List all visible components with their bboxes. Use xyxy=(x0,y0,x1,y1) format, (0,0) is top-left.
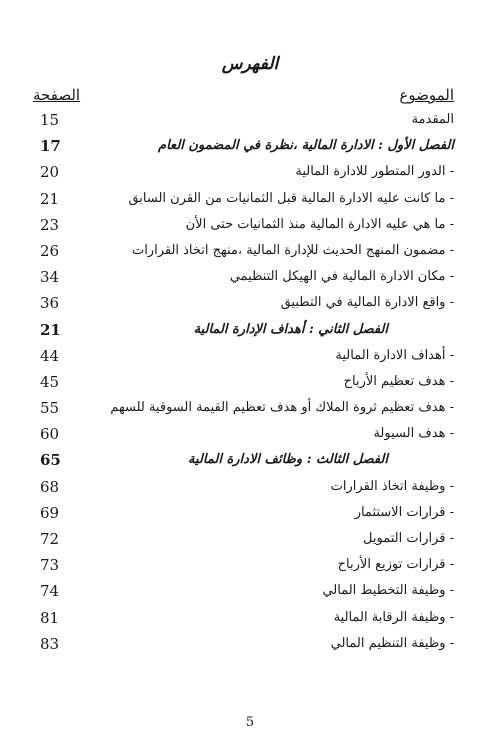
toc-entry-row[interactable] xyxy=(0,268,500,294)
toc-entry-row[interactable] xyxy=(0,425,500,451)
toc-entry-row[interactable] xyxy=(0,111,500,137)
toc-entry-title: - هدف السيولة xyxy=(373,426,454,442)
toc-page-number: 36 xyxy=(40,294,60,313)
toc-entry-row[interactable] xyxy=(0,163,500,189)
toc-chapter-title: الفصل الثالث : وظائف الادارة المالية xyxy=(188,452,388,468)
toc-page-number: 72 xyxy=(40,530,60,548)
toc-entry-title: - وظيفة اتخاذ القرارات xyxy=(330,478,454,494)
toc-page-number: 65 xyxy=(40,451,61,470)
toc-entry-row[interactable] xyxy=(0,399,500,425)
toc-chapter-row[interactable] xyxy=(0,137,500,163)
toc-entry-title: - قرارات توزيع الأرباح xyxy=(337,557,454,573)
toc-entry-title: - مضمون المنهج الحديث للإدارة المالية ،منهج اتخاذ القرارات xyxy=(131,242,454,258)
toc-entry-title: - ما هي عليه الادارة المالية منذ الثمانيات حتى الأن xyxy=(185,216,454,232)
toc-entry-title: - ما كانت عليه الادارة المالية قبل الثمانيات من القرن السابق xyxy=(128,190,454,206)
toc-page-number: 68 xyxy=(40,477,60,496)
toc-entry-title: - مكان الادارة المالية في الهيكل التنظيمي xyxy=(229,269,454,285)
toc-entry-row[interactable] xyxy=(0,504,500,530)
toc-chapter-title: الفصل الأول : الادارة المالية ،نظرة في المضمون العام xyxy=(158,138,454,154)
toc-entry-title: المقدمة xyxy=(411,112,454,127)
toc-page-number: 81 xyxy=(40,608,60,627)
toc-chapter-row[interactable] xyxy=(0,321,500,347)
toc-entry-title: - قرارات الاستثمار xyxy=(354,504,454,520)
toc-page-number: 17 xyxy=(40,137,61,156)
toc-page-number: 45 xyxy=(40,372,60,391)
toc-entry-row[interactable] xyxy=(0,478,500,504)
toc-page-number: 23 xyxy=(40,215,60,234)
column-headers xyxy=(0,86,500,110)
toc-page-number: 83 xyxy=(40,634,60,653)
toc-entry-row[interactable] xyxy=(0,216,500,242)
toc-entry-row[interactable] xyxy=(0,190,500,216)
toc-page-number: 20 xyxy=(40,163,60,182)
table-of-contents xyxy=(0,111,500,661)
toc-page-number: 60 xyxy=(40,425,60,444)
toc-chapter-row[interactable] xyxy=(0,451,500,477)
page-column-header: الصفحة xyxy=(33,86,81,104)
toc-page-number: 44 xyxy=(40,346,60,365)
toc-entry-title: - قرارات التمويل xyxy=(363,531,454,546)
toc-entry-title: - وظيفة الرقابة المالية xyxy=(333,609,454,625)
toc-entry-row[interactable] xyxy=(0,242,500,268)
toc-entry-row[interactable] xyxy=(0,582,500,608)
toc-entry-row[interactable] xyxy=(0,609,500,635)
toc-entry-title: - هدف تعظيم الأرباح xyxy=(343,373,454,389)
toc-entry-title: - وظيفة التخطيط المالي xyxy=(322,583,454,599)
toc-page-number: 21 xyxy=(40,320,61,339)
toc-page-number: 26 xyxy=(40,241,60,260)
toc-entry-title: - واقع الادارة المالية في التطبيق xyxy=(280,295,454,311)
toc-page-number: 21 xyxy=(40,189,60,208)
toc-entry-row[interactable] xyxy=(0,556,500,582)
page-number: 5 xyxy=(245,715,255,730)
toc-page-number: 34 xyxy=(40,268,60,287)
page-title: الفهرس xyxy=(221,54,279,74)
toc-page-number: 73 xyxy=(40,556,60,575)
toc-chapter-title: الفصل الثاني : أهداف الإدارة المالية xyxy=(193,321,388,337)
toc-page-number: 74 xyxy=(40,582,60,601)
toc-entry-row[interactable] xyxy=(0,373,500,399)
topic-column-header: الموضوع xyxy=(399,86,454,104)
toc-entry-title: - وظيفة التنظيم المالي xyxy=(330,635,454,651)
toc-entry-row[interactable] xyxy=(0,347,500,373)
toc-entry-title: - هدف تعظيم ثروة الملاك أو هدف تعظيم القيمة السوقية للسهم xyxy=(110,400,454,416)
toc-page-number: 15 xyxy=(40,111,60,129)
toc-entry-title: - أهداف الادارة المالية xyxy=(335,347,454,363)
toc-entry-row[interactable] xyxy=(0,530,500,556)
toc-page-number: 69 xyxy=(40,503,60,522)
toc-entry-row[interactable] xyxy=(0,294,500,320)
toc-page-number: 55 xyxy=(40,399,60,418)
toc-entry-row[interactable] xyxy=(0,635,500,661)
toc-entry-title: - الدور المتطور للادارة المالية xyxy=(295,164,454,180)
